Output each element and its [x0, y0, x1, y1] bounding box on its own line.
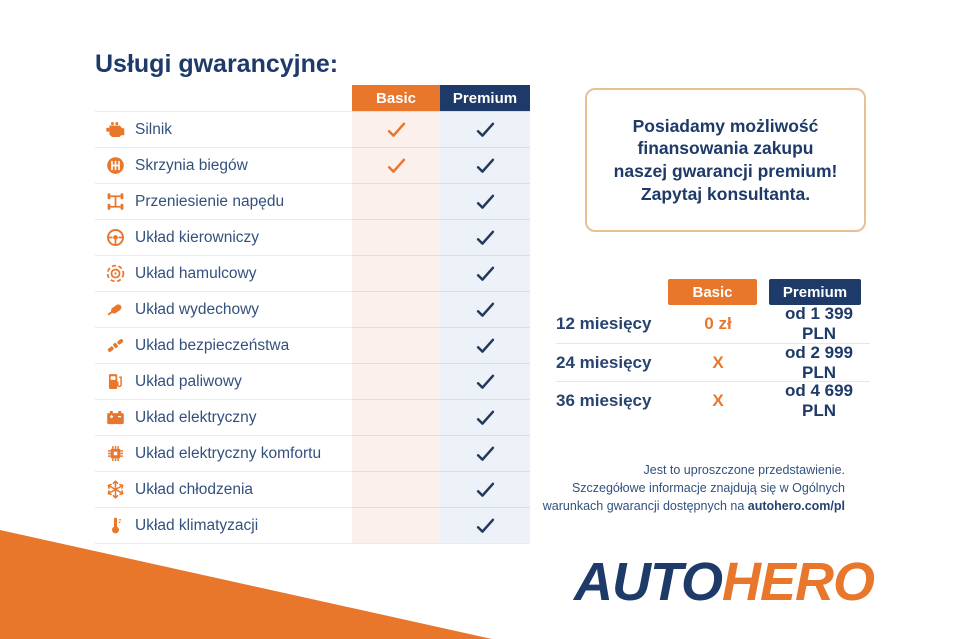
check-icon	[475, 479, 496, 500]
autohero-logo	[574, 551, 874, 613]
disclaimer	[505, 462, 845, 515]
premium-cell	[440, 515, 530, 536]
pricing-period: 24 miesięcy	[556, 352, 652, 372]
engine-icon	[95, 119, 135, 140]
check-icon	[386, 155, 407, 176]
table-row	[95, 508, 530, 544]
warranty-header-basic: Basic	[352, 85, 440, 111]
row-label: Przeniesienie napędu	[135, 192, 285, 210]
seatbelt-icon	[95, 335, 135, 356]
disclaimer-line: Jest to uproszczone przedstawienie.	[643, 463, 845, 477]
check-icon	[386, 119, 407, 140]
premium-cell	[440, 155, 530, 176]
row-label: Układ paliwowy	[135, 372, 242, 390]
pricing-premium-value: od 4 699 PLN	[784, 380, 854, 420]
table-row	[95, 256, 530, 292]
chip-icon	[95, 443, 135, 464]
finance-box-line: naszej gwarancji premium!	[613, 161, 838, 181]
table-row	[95, 328, 530, 364]
check-icon	[475, 119, 496, 140]
pricing-premium-value: od 1 399 PLN	[784, 304, 854, 343]
premium-cell	[440, 191, 530, 212]
check-icon	[475, 443, 496, 464]
row-label: Układ wydechowy	[135, 300, 260, 318]
premium-cell	[440, 119, 530, 140]
row-label: Silnik	[135, 120, 173, 138]
battery-icon	[95, 407, 135, 428]
premium-cell	[440, 335, 530, 356]
table-row	[95, 184, 530, 220]
finance-box-line: Zapytaj konsultanta.	[640, 183, 811, 204]
check-icon	[475, 335, 496, 356]
table-row	[95, 220, 530, 256]
premium-cell	[440, 299, 530, 320]
pricing-row	[556, 305, 870, 343]
page-title: Usługi gwarancyjne:	[95, 50, 339, 78]
table-row	[95, 112, 530, 148]
table-row	[95, 292, 530, 328]
check-icon	[475, 299, 496, 320]
row-label: Układ elektryczny komfortu	[135, 444, 322, 462]
disclaimer-text: warunkach gwarancji dostępnych na	[542, 498, 748, 513]
website-url: autohero.com/pl	[747, 498, 845, 513]
row-label: Układ klimatyzacji	[135, 516, 259, 534]
exhaust-icon	[95, 299, 135, 320]
drivetrain-icon	[95, 191, 135, 212]
finance-box-line: Posiadamy możliwość	[632, 115, 819, 136]
finance-info-box	[585, 88, 866, 232]
climate-icon	[95, 515, 135, 536]
warranty-table	[95, 111, 530, 544]
row-label: Układ elektryczny	[135, 408, 257, 426]
check-icon	[475, 227, 496, 248]
pricing-header-premium: Premium	[769, 279, 861, 305]
fuel-icon	[95, 371, 135, 392]
table-row	[95, 148, 530, 184]
disclaimer-line: Szczegółowe informacje znajdują się w Ogólnych	[571, 480, 845, 495]
premium-cell	[440, 371, 530, 392]
premium-cell	[440, 227, 530, 248]
steering-icon	[95, 227, 135, 248]
table-row	[95, 364, 530, 400]
logo-hero-part: HERO	[722, 552, 875, 612]
pricing-basic-value: X	[712, 352, 724, 372]
check-icon	[475, 407, 496, 428]
corner-accent-shape	[0, 530, 492, 639]
row-label: Układ hamulcowy	[135, 264, 257, 282]
pricing-basic-value: X	[712, 390, 724, 410]
table-row	[95, 400, 530, 436]
pricing-period: 36 miesięcy	[556, 390, 652, 410]
premium-cell	[440, 407, 530, 428]
pricing-basic-value: 0 zł	[704, 314, 732, 333]
table-row	[95, 472, 530, 508]
pricing-row	[556, 381, 870, 419]
cooling-icon	[95, 479, 135, 500]
premium-cell	[440, 263, 530, 284]
check-icon	[475, 155, 496, 176]
check-icon	[475, 371, 496, 392]
check-icon	[475, 191, 496, 212]
brake-icon	[95, 263, 135, 284]
pricing-table	[556, 305, 870, 419]
disclaimer-line	[505, 498, 845, 516]
check-icon	[475, 515, 496, 536]
row-label: Układ kierowniczy	[135, 228, 260, 246]
finance-box-line: finansowania zakupu	[637, 138, 814, 159]
basic-cell	[352, 119, 440, 140]
check-icon	[475, 263, 496, 284]
logo-auto-part: AUTO	[574, 552, 723, 612]
pricing-period: 12 miesięcy	[556, 314, 652, 333]
row-label: Układ bezpieczeństwa	[135, 336, 290, 354]
premium-cell	[440, 443, 530, 464]
row-label: Układ chłodzenia	[135, 480, 254, 498]
pricing-premium-value: od 2 999 PLN	[784, 342, 854, 382]
warranty-header-premium: Premium	[440, 85, 530, 111]
pricing-header-basic: Basic	[668, 279, 757, 305]
table-row	[95, 436, 530, 472]
pricing-row	[556, 343, 870, 381]
gearbox-icon	[95, 155, 135, 176]
row-label: Skrzynia biegów	[135, 156, 248, 174]
basic-cell	[352, 155, 440, 176]
